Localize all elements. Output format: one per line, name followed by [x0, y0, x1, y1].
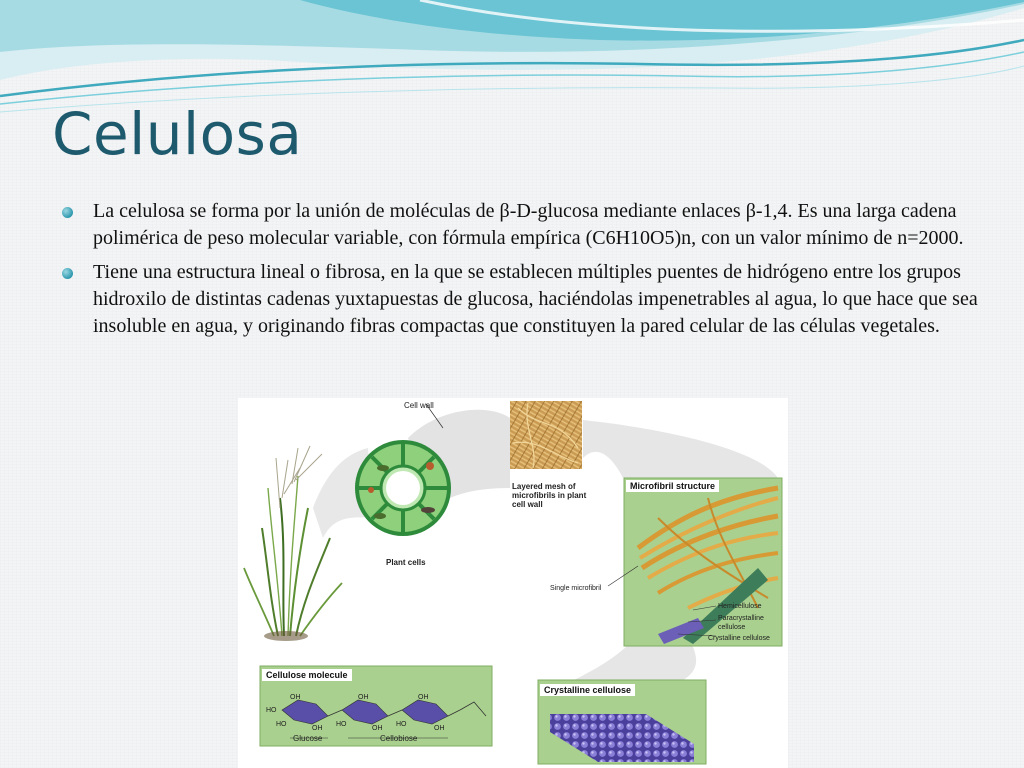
- label-plant-cells: Plant cells: [386, 558, 426, 567]
- plant-cells-diagram: [355, 440, 451, 536]
- label-cellobiose: Cellobiose: [380, 734, 418, 743]
- label-oh: OH: [434, 725, 445, 732]
- label-ho: HO: [266, 707, 277, 714]
- figure-illustration: [238, 398, 788, 768]
- label-layered-mesh: Layered mesh of microfibrils in plant cell wall: [512, 482, 587, 509]
- cellulose-molecule-title: Cellulose molecule: [262, 669, 352, 681]
- bullet-list: [60, 198, 990, 347]
- slide-title: Celulosa: [52, 100, 303, 168]
- label-oh: OH: [358, 694, 369, 701]
- bullet-text: Tiene una estructura lineal o fibrosa, en la que se establecen múltiples puentes de hidrógeno entre los grupos hidroxilo de distintas cadenas yuxtapuestas de glucosa, haciéndolas impenetrables al agua, lo que hace que sea insoluble en agua, y originando fibras compactas que constituyen la pared celular de las células vegetales.: [93, 261, 978, 337]
- label-paracrystalline-cellulose: Paracrystalline cellulose: [718, 615, 764, 631]
- microfibril-structure-title: Microfibril structure: [626, 480, 719, 492]
- label-oh: OH: [290, 694, 301, 701]
- label-ho: HO: [396, 721, 407, 728]
- bullet-dot-icon: [62, 207, 73, 218]
- bullet-item: [60, 259, 990, 340]
- label-ho: HO: [276, 721, 287, 728]
- label-ho: HO: [336, 721, 347, 728]
- cellulose-structure-figure: [238, 398, 788, 768]
- label-oh: OH: [418, 694, 429, 701]
- label-hemicellulose: Hemicellulose: [718, 603, 762, 610]
- bullet-text: La celulosa se forma por la unión de moléculas de β-D-glucosa mediante enlaces β-1,4. Es una larga cadena polimérica de peso molecular variable, con fórmula empírica (C6H10O5)n, con un valor mínimo de n=2000.: [93, 200, 964, 249]
- crystalline-cellulose-title: Crystalline cellulose: [540, 684, 635, 696]
- label-oh: OH: [312, 725, 323, 732]
- grass-plant-icon: [244, 446, 342, 641]
- label-oh: OH: [372, 725, 383, 732]
- label-cell-wall: Cell wall: [404, 401, 434, 410]
- label-single-microfibril: Single microfibril: [550, 585, 602, 592]
- bullet-dot-icon: [62, 268, 73, 279]
- bullet-item: [60, 198, 990, 252]
- label-crystalline-cellulose: Crystalline cellulose: [708, 635, 770, 642]
- label-glucose: Glucose: [293, 734, 323, 743]
